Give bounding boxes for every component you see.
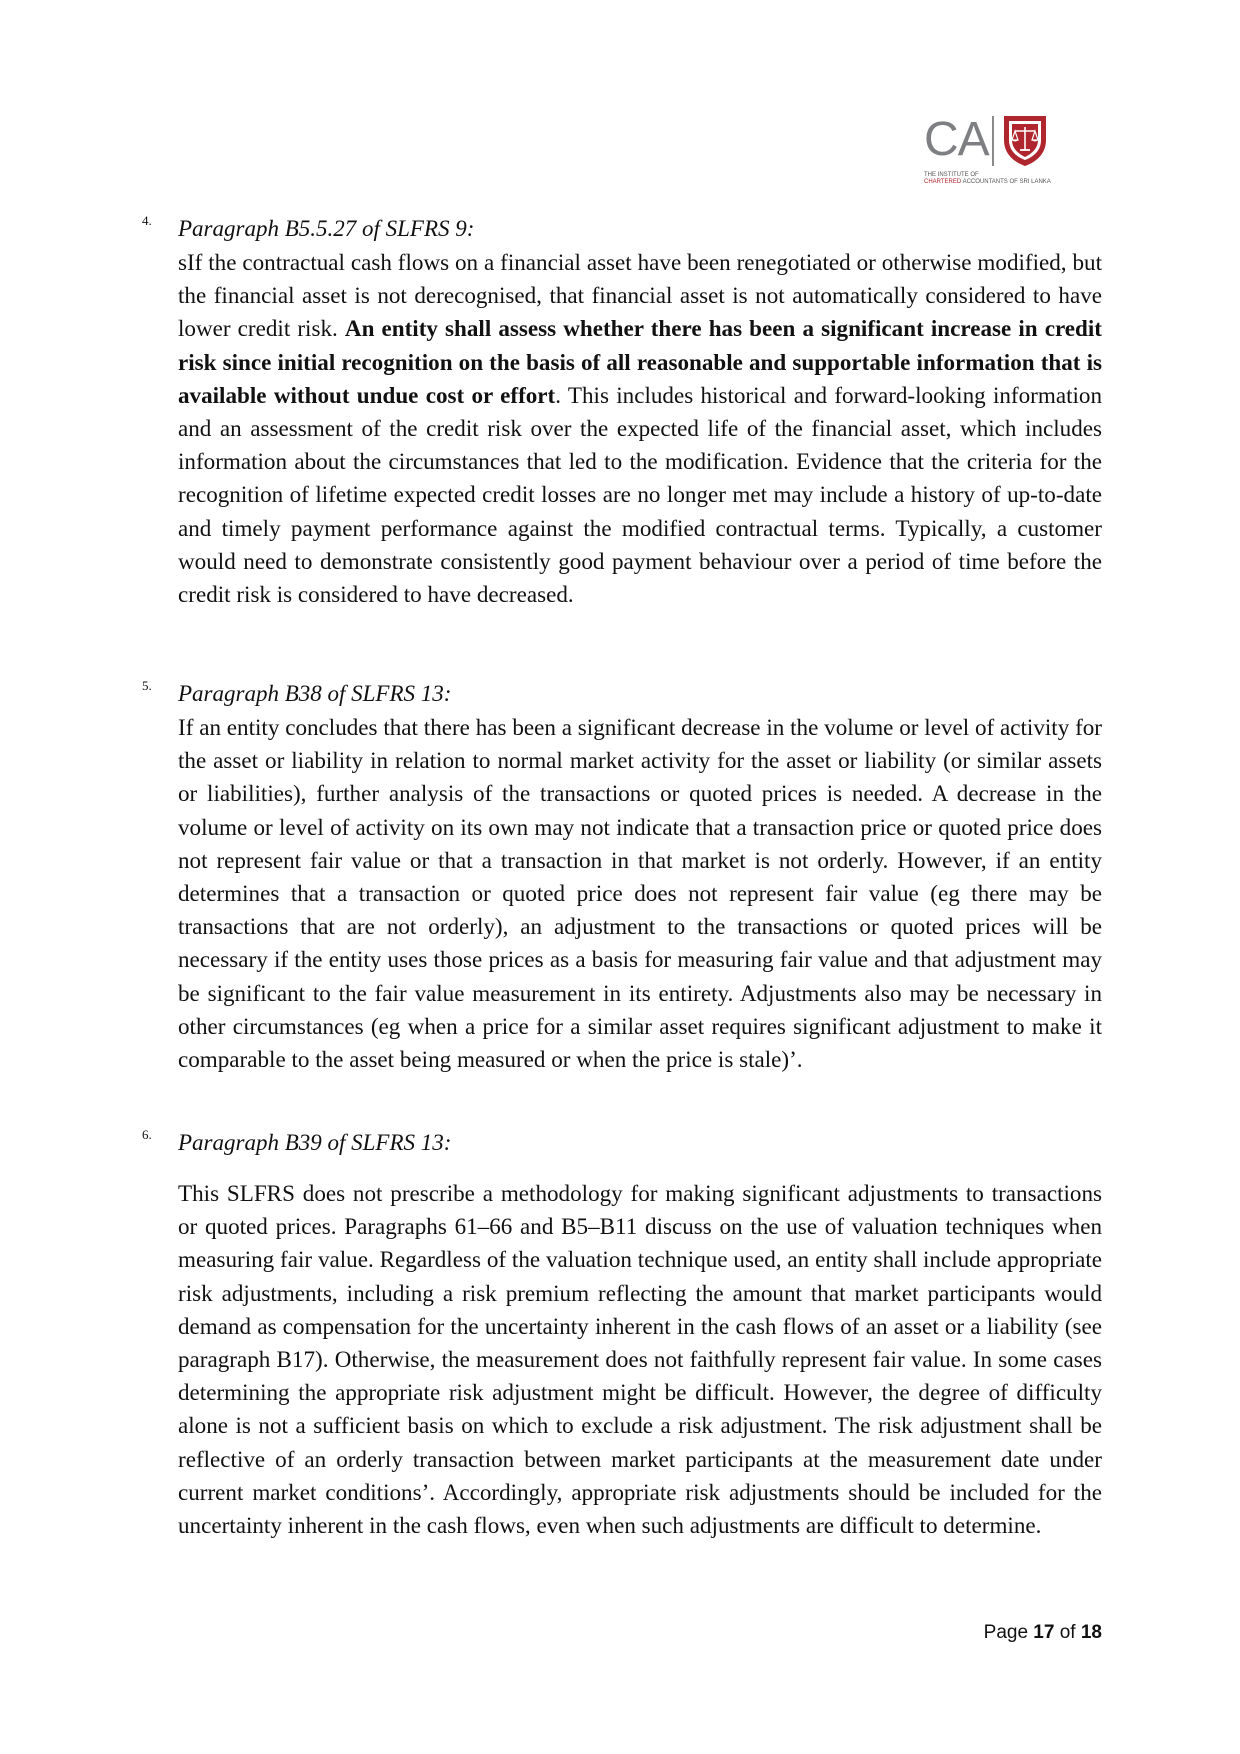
section-heading: Paragraph B38 of SLFRS 13:: [178, 681, 452, 706]
section-number: 6.: [142, 1127, 152, 1142]
logo-letters: CA: [924, 113, 989, 166]
section-heading: Paragraph B39 of SLFRS 13:: [178, 1130, 452, 1155]
section-body: This SLFRS does not prescribe a methodology for making significant adjustments to transactions or quoted prices. Paragraphs 61–66 and B5–B11 discuss on the use of valuation techniques when measuring fair value. Regardless of the valuation technique used, an entity shall include appropriate risk adjustments, including a risk premium reflecting the amount that market participants would demand as compensation for the uncertainty inherent in the cash flows of an asset or a liability (see paragraph B17). Otherwise, the measurement does not faithfully represent fair value. In some cases determining the appropriate risk adjustment might be difficult. However, the degree of difficulty alone is not a sufficient basis on which to exclude a risk adjustment. The risk adjustment shall be reflective of an orderly transaction between market participants at the measurement date under current market conditions’. Accordingly, appropriate risk adjustments should be included for the uncertainty inherent in the cash flows, even when such adjustments are difficult to determine.: [178, 1180, 1102, 1539]
logo-divider: [992, 116, 994, 166]
section-number: 4.: [142, 213, 152, 228]
institute-logo: [924, 112, 1064, 186]
bold-emphasis: An entity shall assess whether there has been a significant increase in credit risk since initial recognition on the basis of all reasonable and supportable information that is available without undue cost or effort: [178, 315, 1102, 408]
logo-tagline-2: CHARTERED ACCOUNTANTS OF SRI LANKA: [924, 179, 1051, 185]
page-number: Page 17 of 18: [983, 1622, 1102, 1643]
section-heading: Paragraph B5.5.27 of SLFRS 9:: [178, 216, 475, 241]
logo-tagline-1: THE INSTITUTE OF: [924, 172, 979, 178]
section-body: If an entity concludes that there has been a significant decrease in the volume or level of activity for the asset or liability in relation to normal market activity for the asset or liability (or similar assets or liabilities), further analysis of the transactions or quoted prices is needed. A decrease in the volume or level of activity on its own may not indicate that a transaction price or quoted price does not represent fair value or that a transaction in that market is not orderly. However, if an entity determines that a transaction or quoted price does not represent fair value (eg there may be transactions that are not orderly), an adjustment to the transactions or quoted prices will be necessary if the entity uses those prices as a basis for measuring fair value and that adjustment may be significant to the fair value measurement in its entirety. Adjustments also may be necessary in other circumstances (eg when a price for a similar asset requires significant adjustment to make it comparable to the asset being measured or when the price is stale)’.: [178, 714, 1102, 1073]
scales-shield-icon: [1000, 112, 1050, 168]
section-number: 5.: [142, 678, 152, 693]
section-body: sIf the contractual cash flows on a financial asset have been renegotiated or otherwise modified, but the financial asset is not derecognised, that financial asset is not automatically considered to have lower credit risk. An entity shall assess whether there has been a significant increase in credit risk since initial recognition on the basis of all reasonable and supportable information that is available without undue cost or effort. This includes historical and forward-looking information and an assessment of the credit risk over the expected life of the financial asset, which includes information about the circumstances that led to the modification. Evidence that the criteria for the recognition of lifetime expected credit losses are no longer met may include a history of up-to-date and timely payment performance against the modified contractual terms. Typically, a customer would need to demonstrate consistently good payment behaviour over a period of time before the credit risk is considered to have decreased.: [178, 249, 1102, 608]
